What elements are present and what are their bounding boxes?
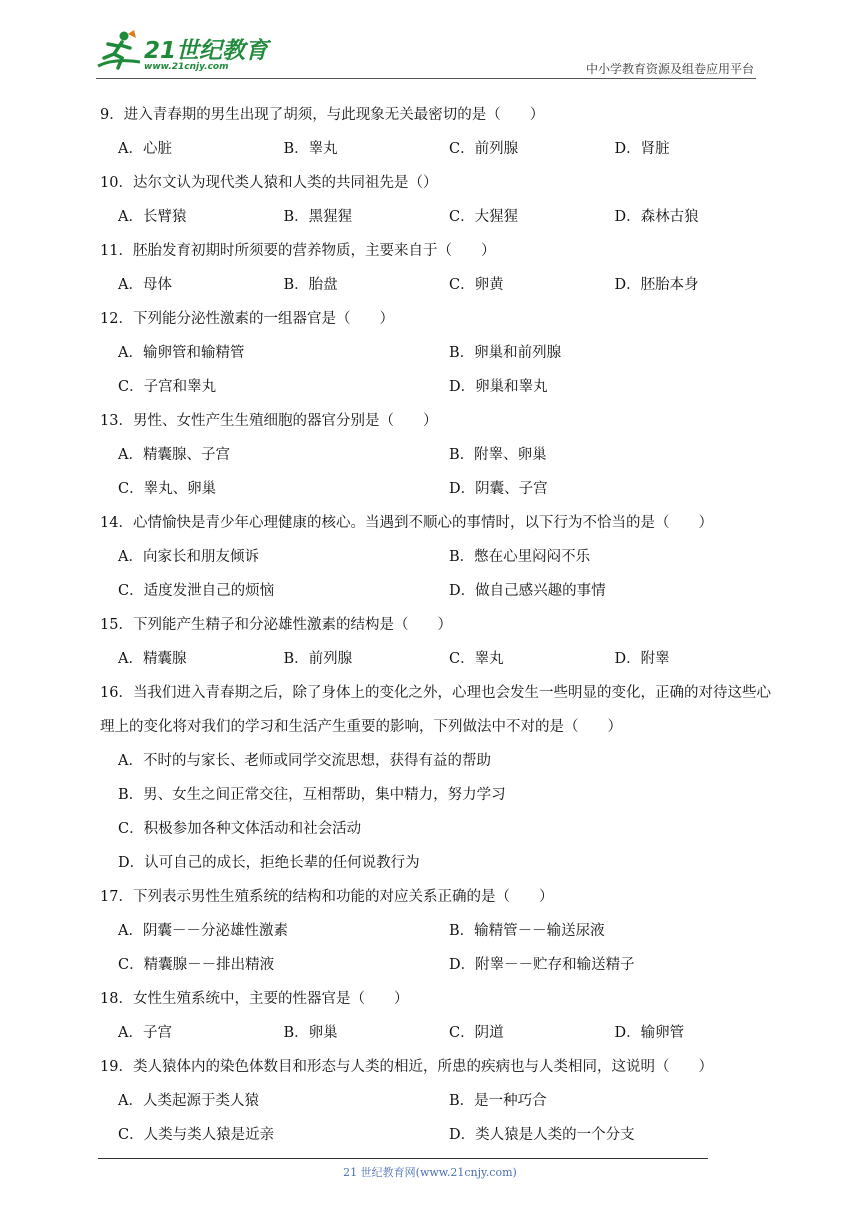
question-block — [100, 302, 780, 404]
answer-option: D．输卵管 — [614, 1025, 685, 1041]
answer-option: C．子宫和睾丸 — [118, 379, 217, 395]
option-row — [100, 948, 780, 982]
answer-option: A．人类起源于类人猿 — [118, 1093, 259, 1109]
logo-url: www.21cnjy.com — [144, 62, 229, 72]
platform-title: 中小学教育资源及组卷应用平台 — [585, 62, 754, 76]
answer-option: C．睾丸、卵巢 — [118, 481, 217, 497]
answer-option: B．是一种巧合 — [449, 1093, 547, 1109]
answer-option: C．前列腺 — [449, 141, 519, 157]
answer-option: D．森林古狼 — [614, 209, 699, 225]
question-stem: 11．胚胎发育初期时所须要的营养物质，主要来自于（ ） — [100, 243, 496, 259]
answer-option: B．睾丸 — [283, 141, 338, 157]
question-stem: 12．下列能分泌性激素的一组器官是（ ） — [100, 311, 394, 327]
answer-option: D．卵巢和睾丸 — [449, 379, 548, 395]
question-block — [100, 234, 780, 302]
answer-option: B．憋在心里闷闷不乐 — [449, 549, 591, 565]
logo — [94, 28, 269, 78]
answer-option: D．做自己感兴趣的事情 — [449, 583, 606, 599]
answer-option: C．阴道 — [449, 1025, 504, 1041]
option-row — [100, 132, 780, 166]
question-block — [100, 506, 780, 608]
question-block — [100, 98, 780, 166]
option-row — [100, 744, 780, 778]
option-row — [100, 370, 780, 404]
answer-option: C．大猩猩 — [449, 209, 519, 225]
answer-option: A．阴囊－－分泌雄性激素 — [118, 923, 288, 939]
answer-option: A．子宫 — [118, 1025, 172, 1041]
answer-option: A．精囊腺 — [118, 651, 187, 667]
option-row — [100, 200, 780, 234]
answer-option: B．前列腺 — [283, 651, 353, 667]
answer-option: D．类人猿是人类的一个分支 — [449, 1127, 635, 1143]
answer-option: D．阴囊、子宫 — [449, 481, 548, 497]
footer-text: 21 世纪教育网(www.21cnjy.com) — [343, 1166, 517, 1179]
answer-option: C．积极参加各种文体活动和社会活动 — [118, 821, 362, 837]
option-row — [100, 438, 780, 472]
option-row — [100, 540, 780, 574]
answer-option: D．认可自己的成长，拒绝长辈的任何说教行为 — [118, 855, 420, 871]
question-stem: 19．类人猿体内的染色体数目和形态与人类的相近，所患的疾病也与人类相同，这说明（ ） — [100, 1059, 713, 1075]
answer-option: A．向家长和朋友倾诉 — [118, 549, 259, 565]
question-stem: 13．男性、女性产生生殖细胞的器官分别是（ ） — [100, 413, 438, 429]
answer-option: B．输精管－－输送尿液 — [449, 923, 605, 939]
question-stem: 9．进入青春期的男生出现了胡须，与此现象无关最密切的是（ ） — [100, 107, 545, 123]
answer-option: C．人类与类人猿是近亲 — [118, 1127, 275, 1143]
answer-option: D．附睾－－贮存和输送精子 — [449, 957, 635, 973]
answer-option: A．精囊腺、子宫 — [118, 447, 230, 463]
option-row — [100, 1118, 780, 1152]
question-stem: 15．下列能产生精子和分泌雄性激素的结构是（ ） — [100, 617, 452, 633]
question-block — [100, 404, 780, 506]
answer-option: C．卵黄 — [449, 277, 504, 293]
option-row — [100, 914, 780, 948]
option-row — [100, 642, 780, 676]
answer-option: C．适度发泄自己的烦恼 — [118, 583, 275, 599]
question-block — [100, 982, 780, 1050]
option-row — [100, 472, 780, 506]
answer-option: A．母体 — [118, 277, 172, 293]
option-row — [100, 778, 780, 812]
question-stem: 18．女性生殖系统中，主要的性器官是（ ） — [100, 991, 409, 1007]
question-block — [100, 880, 780, 982]
logo-wordmark: 21世纪教育 — [144, 38, 269, 64]
question-block — [100, 676, 780, 880]
answer-option: C．睾丸 — [449, 651, 504, 667]
answer-option: A．输卵管和输精管 — [118, 345, 245, 361]
question-list — [100, 98, 780, 1152]
answer-option: D．附睾 — [614, 651, 670, 667]
question-block — [100, 1050, 780, 1152]
option-row — [100, 812, 780, 846]
answer-option: B．男、女生之间正常交往，互相帮助，集中精力，努力学习 — [118, 787, 506, 803]
option-row — [100, 1084, 780, 1118]
answer-option: A．不时的与家长、老师或同学交流思想，获得有益的帮助 — [118, 753, 491, 769]
question-block — [100, 166, 780, 234]
answer-option: D．胚胎本身 — [614, 277, 699, 293]
page-header — [0, 0, 860, 82]
answer-option: D．肾脏 — [614, 141, 670, 157]
answer-option: A．心脏 — [118, 141, 172, 157]
question-block — [100, 608, 780, 676]
question-stem: 16．当我们进入青春期之后，除了身体上的变化之外，心理也会发生一些明显的变化，正确的对待这些心理上的变化将对我们的学习和生活产生重要的影响，下列做法中不对的是（ ） — [100, 685, 771, 735]
option-row — [100, 846, 780, 880]
option-row — [100, 574, 780, 608]
question-stem: 14．心情愉快是青少年心理健康的核心。当遇到不顺心的事情时，以下行为不恰当的是（ ） — [100, 515, 713, 531]
footer-divider — [98, 1158, 708, 1159]
question-stem: 17．下列表示男性生殖系统的结构和功能的对应关系正确的是（ ） — [100, 889, 554, 905]
answer-option: B．黑猩猩 — [283, 209, 353, 225]
question-stem: 10．达尔文认为现代类人猿和人类的共同祖先是（） — [100, 175, 438, 191]
option-row — [100, 336, 780, 370]
header-divider — [96, 78, 756, 79]
answer-option: A．长臂猿 — [118, 209, 187, 225]
answer-option: C．精囊腺－－排出精液 — [118, 957, 275, 973]
runner-logo-icon — [94, 28, 146, 76]
option-row — [100, 268, 780, 302]
answer-option: B．卵巢和前列腺 — [449, 345, 562, 361]
answer-option: B．附睾、卵巢 — [449, 447, 547, 463]
answer-option: B．胎盘 — [283, 277, 338, 293]
option-row — [100, 1016, 780, 1050]
answer-option: B．卵巢 — [283, 1025, 338, 1041]
